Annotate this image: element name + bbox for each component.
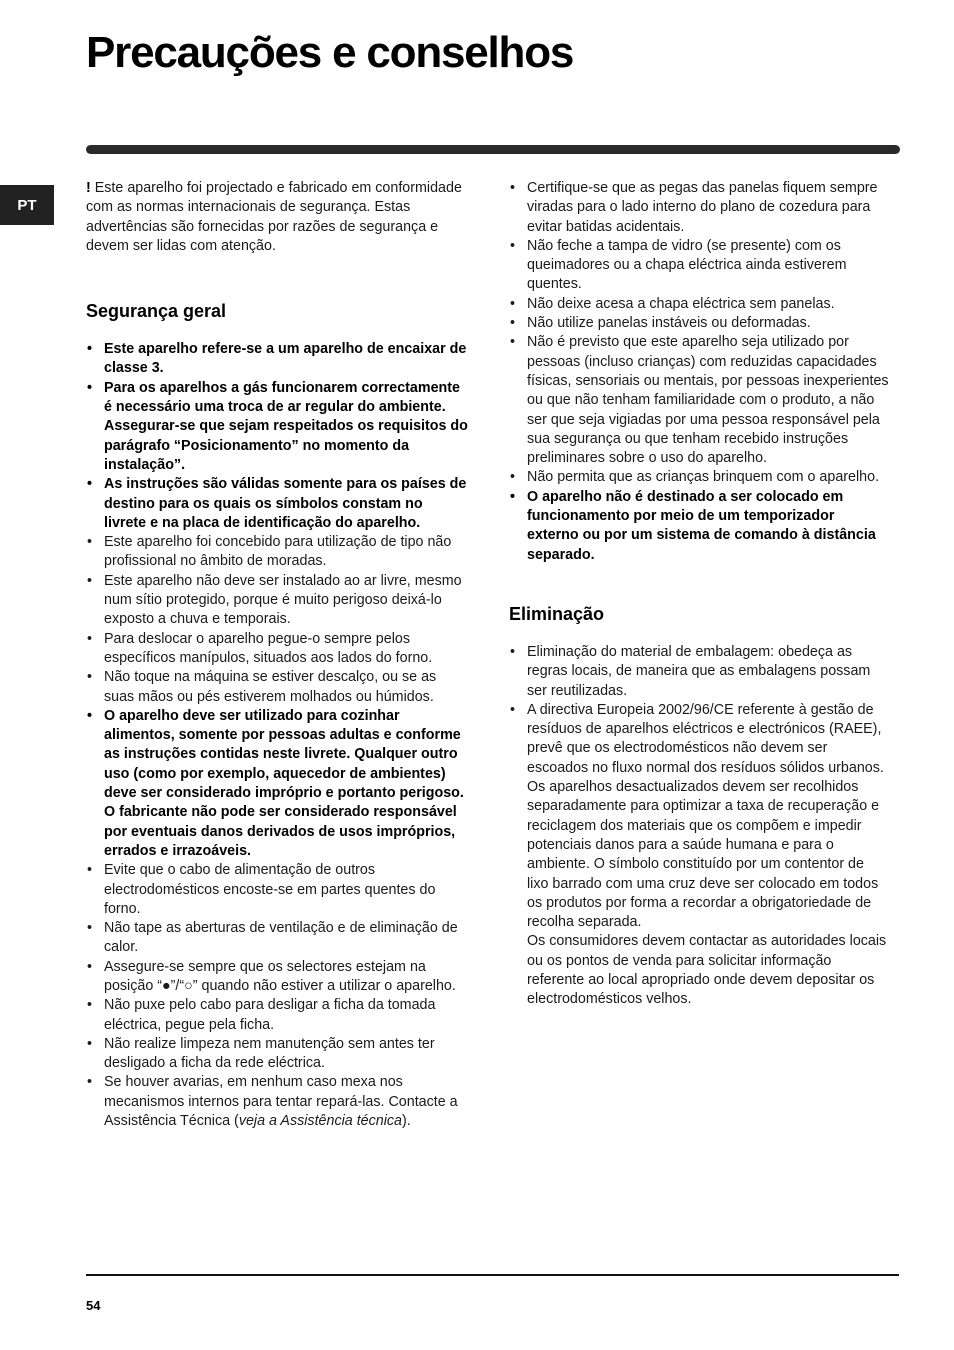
list-item: • Eliminação do material de embalagem: obedeça as regras locais, de maneira que as embalagens possam ser reutilizadas. xyxy=(509,643,889,701)
warning-mark: ! xyxy=(86,180,91,196)
list-item: • Não deixe acesa a chapa eléctrica sem panelas. xyxy=(509,295,889,314)
eliminacao-list xyxy=(509,643,889,1010)
list-item xyxy=(509,701,889,1010)
left-column xyxy=(86,179,468,1131)
list-item: • Não utilize panelas instáveis ou deformadas. xyxy=(509,314,889,333)
list-item: • Não puxe pelo cabo para desligar a ficha da tomada eléctrica, pegue pela ficha. xyxy=(86,996,468,1035)
list-item: • Este aparelho não deve ser instalado ao ar livre, mesmo num sítio protegido, porque é muito perigoso deixá-lo exposto a chuva e temporais. xyxy=(86,572,468,630)
precautions-list-continued xyxy=(509,179,889,565)
list-item: • Para os aparelhos a gás funcionarem correctamente é necessário uma troca de ar regular do ambiente. Assegurar-se que sejam respeitados os requisitos do parágrafo “Posicionamento” no momento da instalação”. xyxy=(86,379,468,475)
right-column xyxy=(509,179,889,1010)
list-item: • Não feche a tampa de vidro (se presente) com os queimadores ou a chapa eléctrica ainda estiverem quentes. xyxy=(509,237,889,295)
list-item: • Não toque na máquina se estiver descalço, ou se as suas mãos ou pés estiverem molhados ou húmidos. xyxy=(86,668,468,707)
list-item: • Não permita que as crianças brinquem com o aparelho. xyxy=(509,468,889,487)
intro-text: Este aparelho foi projectado e fabricado em conformidade com as normas internacionais de segurança. Estas advertências são fornecidas por razões de segurança e devem ser lidas com atenção. xyxy=(86,180,462,254)
list-item: • Para deslocar o aparelho pegue-o sempre pelos específicos manípulos, situados aos lados do forno. xyxy=(86,630,468,669)
list-item: • Não realize limpeza nem manutenção sem antes ter desligado a ficha da rede eléctrica. xyxy=(86,1035,468,1074)
list-item: • Não tape as aberturas de ventilação e de eliminação de calor. xyxy=(86,919,468,958)
list-item: • Evite que o cabo de alimentação de outros electrodomésticos encoste-se em partes quentes do forno. xyxy=(86,861,468,919)
list-item-text-end: ). xyxy=(402,1113,411,1130)
list-item-text: Se houver avarias, em nenhum caso mexa nos mecanismos internos para tentar repará-las. Contacte a Assistência Técnica ( xyxy=(104,1074,458,1130)
list-item: • Certifique-se que as pegas das panelas fiquem sempre viradas para o lado interno do plano de cozedura para evitar batidas acidentais. xyxy=(509,179,889,237)
list-item: • Este aparelho refere-se a um aparelho de encaixar de classe 3. xyxy=(86,340,468,379)
language-tab: PT xyxy=(0,185,54,225)
page-number: 54 xyxy=(86,1298,101,1313)
list-item: • O aparelho deve ser utilizado para cozinhar alimentos, somente por pessoas adultas e conforme as instruções contidas neste livrete. Qualquer outro uso (como por exemplo, aquecedor de ambientes) deve ser considerado impróprio e portanto perigoso. O fabricante não pode ser considerado responsável por eventuais danos derivados de usos impróprios, errados e irrazoáveis. xyxy=(86,707,468,861)
list-item xyxy=(86,1073,468,1131)
list-item: • O aparelho não é destinado a ser colocado em funcionamento por meio de um temporizador externo ou por um sistema de comando à distância separado. xyxy=(509,488,889,565)
assistencia-reference: veja a Assistência técnica xyxy=(238,1113,402,1130)
footer-rule xyxy=(86,1274,899,1276)
list-item: • Assegure-se sempre que os selectores estejam na posição “●”/“○” quando não estiver a utilizar o aparelho. xyxy=(86,958,468,997)
list-item: • As instruções são válidas somente para os países de destino para os quais os símbolos constam no livrete e na placa de identificação do aparelho. xyxy=(86,475,468,533)
heading-seguranca-geral: Segurança geral xyxy=(86,301,227,322)
list-item: • Este aparelho foi concebido para utilização de tipo não profissional no âmbito de moradas. xyxy=(86,533,468,572)
intro-paragraph xyxy=(86,179,468,256)
seguranca-list xyxy=(86,340,468,1131)
header-rule xyxy=(86,145,900,154)
list-item: • Não é previsto que este aparelho seja utilizado por pessoas (incluso crianças) com reduzidas capacidades físicas, sensoriais ou mentais, por pessoas inexperientes ou que não tenham familiaridade com o produto, a não ser que seja vigiadas por uma pessoa responsável pela sua segurança ou que tenham recebido instruções preliminares sobre o uso do aparelho. xyxy=(509,333,889,468)
page-title: Precauções e conselhos xyxy=(86,28,574,77)
list-item-text: A directiva Europeia 2002/96/CE referente à gestão de resíduos de aparelhos eléctricos e electrónicos (RAEE), prevê que os electrodomésticos não devem ser escoados no fluxo normal dos resíduos sólidos urbanos. Os aparelhos desactualizados devem ser recolhidos separadamente para optimizar a taxa de recuperação e reciclagem dos materiais que os compõem e impedir potenciais danos para a saúde humana e para o ambiente. O símbolo constituído por um contentor de lixo barrado com uma cruz deve ser colocado em todos os produtos por forma a recordar a obrigatoriedade de recolha separada. xyxy=(527,701,884,931)
heading-eliminacao: Eliminação xyxy=(509,603,605,624)
list-item-extra-text: Os consumidores devem contactar as autoridades locais ou os pontos de venda para solicitar informação referente ao local apropriado onde devem depositar os electrodomésticos velhos. xyxy=(527,933,887,1008)
